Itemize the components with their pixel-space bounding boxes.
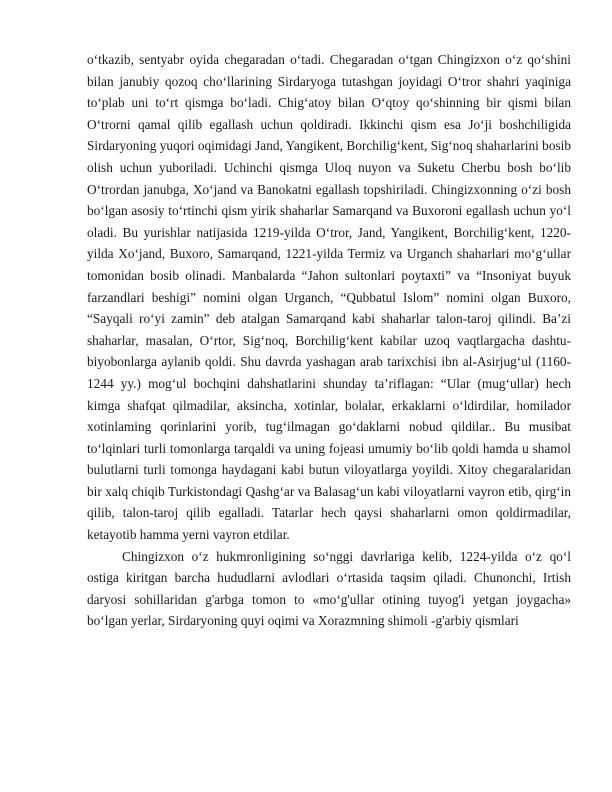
body-paragraph-2: Chingizxon o‘z hukmronligining so‘nggi davrlariga kelib, 1224-yilda o‘z qo‘l ostiga kiritgan barcha hududlarni avlodlari o‘rtasida taqsim qiladi. Chunonchi, Irtish daryosi sohillaridan g'arbga tomon to «mo‘g'ullar otining tuyog'i yetgan joygacha» bo‘lgan yerlar, Sirdaryoning quyi oqimi va Xorazmning shimoli -g'arbiy qismlari [87,548,571,629]
body-paragraph-1: o‘tkazib, sentyabr oyida chegaradan o‘tadi. Chegaradan o‘tgan Chingizxon o‘z qo‘shini bilan janubiy qozoq cho‘llarining Sirdaryoga tutashgan joyidagi O‘tror shahri yaqiniga to‘plab uni to‘rt qismga bo‘ladi. Chig‘atoy bilan O‘qtoy qo‘shinning bir qismi bilan O‘trorni qamal qilib egallash uchun qoldiradi. Ikkinchi qism esa Jo‘ji boshchiligida Sirdaryoning yuqori oqimidagi Jand, Yangikent, Borchilig‘kent, Sig‘noq shaharlarini bosib olish uchun yuboriladi. Uchinchi qismga Uloq nuyon va Suketu Cherbu bosh bo‘lib O‘trordan janubga, Xo‘jand va Banokatni egallash topshiriladi. Chingizxonning o‘zi bosh bo‘lgan asosiy to‘rtinchi qism yirik shaharlar Samarqand va Buxoroni egallash uchun yo‘l oladi. Bu yurishlar natijasida 1219-yilda O‘tror, Jand, Yangikent, Borchilig‘kent, 1220-yilda Xo‘jand, Buxoro, Samarqand, 1221-yilda Termiz va Urganch shaharlari mo‘g‘ullar tomonidan bosib olinadi. Manbalarda “Jahon sultonlari poytaxti” va “Insoniyat buyuk farzandlari beshigi” nomini olgan Urganch, “Qubbatul Islom” nomini olgan Buxoro, “Sayqali ro‘yi zamin” deb atalgan Samarqand kabi shaharlar talon-taroj qilindi. Ba’zi shaharlar, masalan, O‘rtor, Sig‘noq, Borchilig‘kent kabilar uzoq vaqtlargacha dashtu-biyobonlarga aylanib qoldi. Shu davrda yashagan arab tarixchisi ibn al-Asirjug‘ul (1160-1244 yy.) mog‘ul bochqini dahshatlarini shunday ta’riflagan: “Ular (mug‘ullar) hech kimga shafqat qilmadilar, aksincha, xotinlar, bolalar, erkaklarni o‘ldirdilar, homilador xotinlaming qorinlarini yorib, tug‘ilmagan go‘daklarni nobud qildilar.. Bu musibat to‘lqinlari turli tomonlarga tarqaldi va uning fojeasi umumiy bo‘lib qoldi hamda u shamol bulutlarni turli tomonga haydagani kabi butun viloyatlarga yoyildi. Xitoy chegaralaridan bir xalq chiqib Turkistondagi Qashg‘ar va Balasag‘un kabi viloyatlarni vayron etib, qirg‘in qilib, talon-taroj qilib egalladi. Tatarlar hech qaysi shaharlarni omon qoldirmadilar, ketayotib hamma yerni vayron etdilar. [87,52,571,543]
document-page [87,49,571,632]
